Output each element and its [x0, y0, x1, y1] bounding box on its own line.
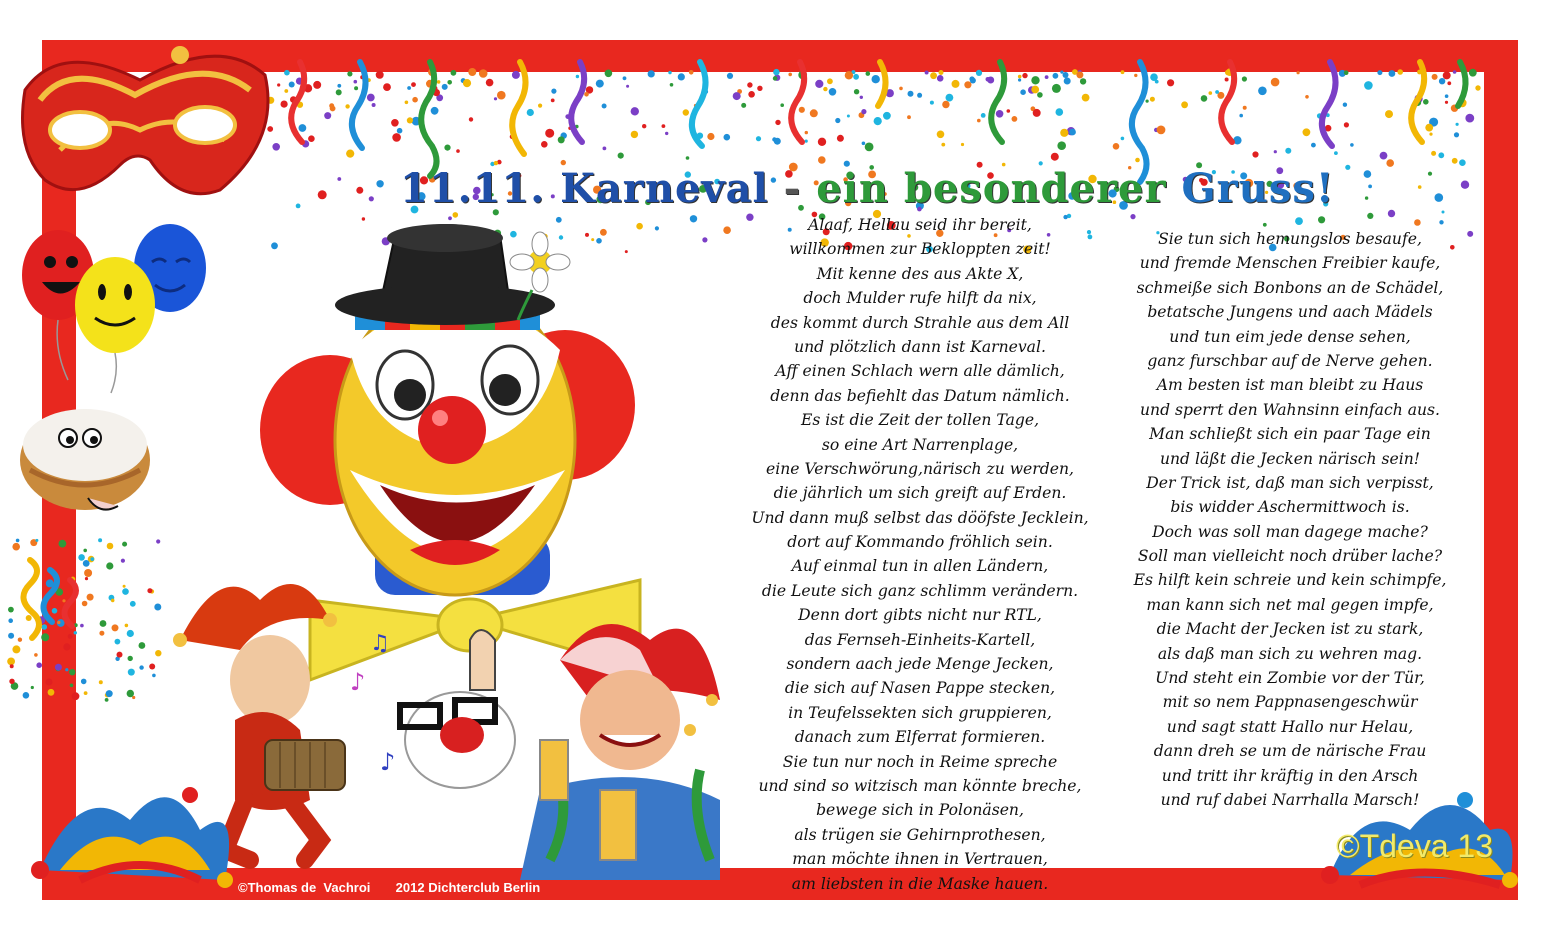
donut-icon [20, 409, 150, 510]
poem-line: und fremde Menschen Freibier kaufe, [1139, 254, 1441, 273]
poem-line: bewege sich in Polonäsen, [816, 801, 1024, 820]
poem-line: die Macht der Jecken ist zu stark, [1156, 620, 1424, 639]
poem-line: Doch was soll man dagege mache? [1152, 522, 1428, 541]
poem-line: betatsche Jungens und aach Mädels [1147, 303, 1433, 322]
svg-text:♪: ♪ [350, 668, 366, 696]
poem-line: willkommen zur Bekloppten zeit! [789, 240, 1051, 259]
signature: ©Tdeva 13 [1336, 828, 1493, 864]
poem-line: und sind so witzisch man könnte breche, [758, 776, 1082, 795]
poem-line: die Leute sich ganz schlimm verändern. [761, 581, 1079, 600]
poem-line: Und dann muß selbst das dööfste Jecklein, [751, 508, 1089, 527]
svg-text:♫: ♫ [370, 631, 390, 656]
poem-line: mit so nem Pappnasengeschwür [1162, 693, 1418, 712]
poem-line: als trügen sie Gehirnprothesen, [794, 825, 1046, 844]
poster-title [400, 165, 1335, 212]
poem-column-right [1100, 227, 1480, 812]
poem-line: des kommt durch Strahle aus dem All [770, 313, 1070, 332]
poem-line: man möchte ihnen in Vertrauen, [792, 850, 1048, 869]
poem-line: in Teufelssekten sich gruppieren, [788, 703, 1052, 722]
poem-line: bis widder Aschermittwoch is. [1170, 498, 1410, 517]
poem-line: denn das befiehlt das Datum nämlich. [770, 386, 1070, 405]
poem-line: schmeiße sich Bonbons an de Schädel, [1136, 278, 1444, 297]
poem-line: Auf einmal tun in allen Ländern, [791, 557, 1049, 576]
title-middle-part: ein besonderer [816, 165, 1167, 212]
poem-line: Soll man vielleicht noch drüber lache? [1137, 547, 1443, 566]
poem-column-left [740, 213, 1100, 896]
poem-line: und plötzlich dann ist Karneval. [794, 337, 1046, 356]
poem-line: so eine Art Narrenplage, [821, 435, 1019, 454]
poem-line: Mit kenne des aus Akte X, [816, 264, 1024, 283]
poem-line: danach zum Elferrat formieren. [794, 728, 1046, 747]
poem-line: dort auf Kommando fröhlich sein. [787, 533, 1053, 552]
carnival-mask-icon [23, 46, 269, 194]
poem-line: die jährlich um sich greift auf Erden. [773, 484, 1067, 503]
poem-line: Der Trick ist, daß man sich verpisst, [1146, 473, 1434, 492]
poem-line: Alaaf, Hellau seid ihr bereit, [808, 216, 1032, 234]
title-end-part: Gruss! [1166, 165, 1335, 212]
poem-line: sondern aach jede Menge Jecken, [786, 655, 1054, 674]
poem-line: Man schließt sich ein paar Tage ein [1149, 425, 1431, 444]
poem-line: und tritt ihr kräftig in den Arsch [1161, 766, 1419, 785]
poem-line: Denn dort gibts nicht nur RTL, [798, 606, 1042, 625]
jester-beer-icon [400, 624, 720, 880]
poem-line: Sie tun sich hemungslos besaufe, [1158, 230, 1422, 248]
poem-line: doch Mulder rufe hilft da nix, [803, 289, 1037, 308]
title-dash: - [768, 165, 817, 212]
poem-line: Es hilft kein schreie und kein schimpfe, [1133, 571, 1447, 590]
poem-line: Aff einen Schlach wern alle dämlich, [775, 362, 1065, 381]
poem-line: die sich auf Nasen Pappe stecken, [784, 679, 1056, 698]
title-date-part: 11.11. Karneval [400, 165, 769, 212]
poem-line: und sagt statt Hallo nur Helau, [1166, 717, 1414, 736]
poem-line: ganz furschbar auf de Nerve gehen. [1147, 351, 1433, 370]
poem-line: als daß man sich zu wehren mag. [1157, 644, 1423, 663]
poem-line: man kann sich net mal gegen impfe, [1146, 595, 1434, 614]
poem-line: und läßt die Jecken närisch sein! [1159, 449, 1421, 468]
credit-line: ©Thomas de Vachroi 2012 Dichterclub Berlin [238, 880, 541, 895]
poem-line: dann dreh se um de närische Frau [1153, 742, 1427, 761]
poem-line: Und steht ein Zombie vor der Tür, [1155, 669, 1425, 688]
svg-text:♪: ♪ [380, 748, 396, 776]
poem-line: und ruf dabei Narrhalla Marsch! [1160, 790, 1420, 809]
balloons-icon [22, 224, 206, 393]
poem-line: eine Verschwörung,närisch zu werden, [766, 459, 1074, 478]
poem-line: und tun eim jede dense sehen, [1169, 327, 1411, 346]
poem-line: Am besten ist man bleibt zu Haus [1156, 376, 1424, 395]
poem-line: Sie tun nur noch in Reime spreche [782, 752, 1058, 771]
poem-line: am liebsten in die Maske hauen. [791, 874, 1049, 893]
poem-line: Es ist die Zeit der tollen Tage, [800, 411, 1040, 430]
poem-line: das Fernseh-Einheits-Kartell, [804, 630, 1036, 649]
poem-line: und sperrt den Wahnsinn einfach aus. [1139, 400, 1441, 419]
